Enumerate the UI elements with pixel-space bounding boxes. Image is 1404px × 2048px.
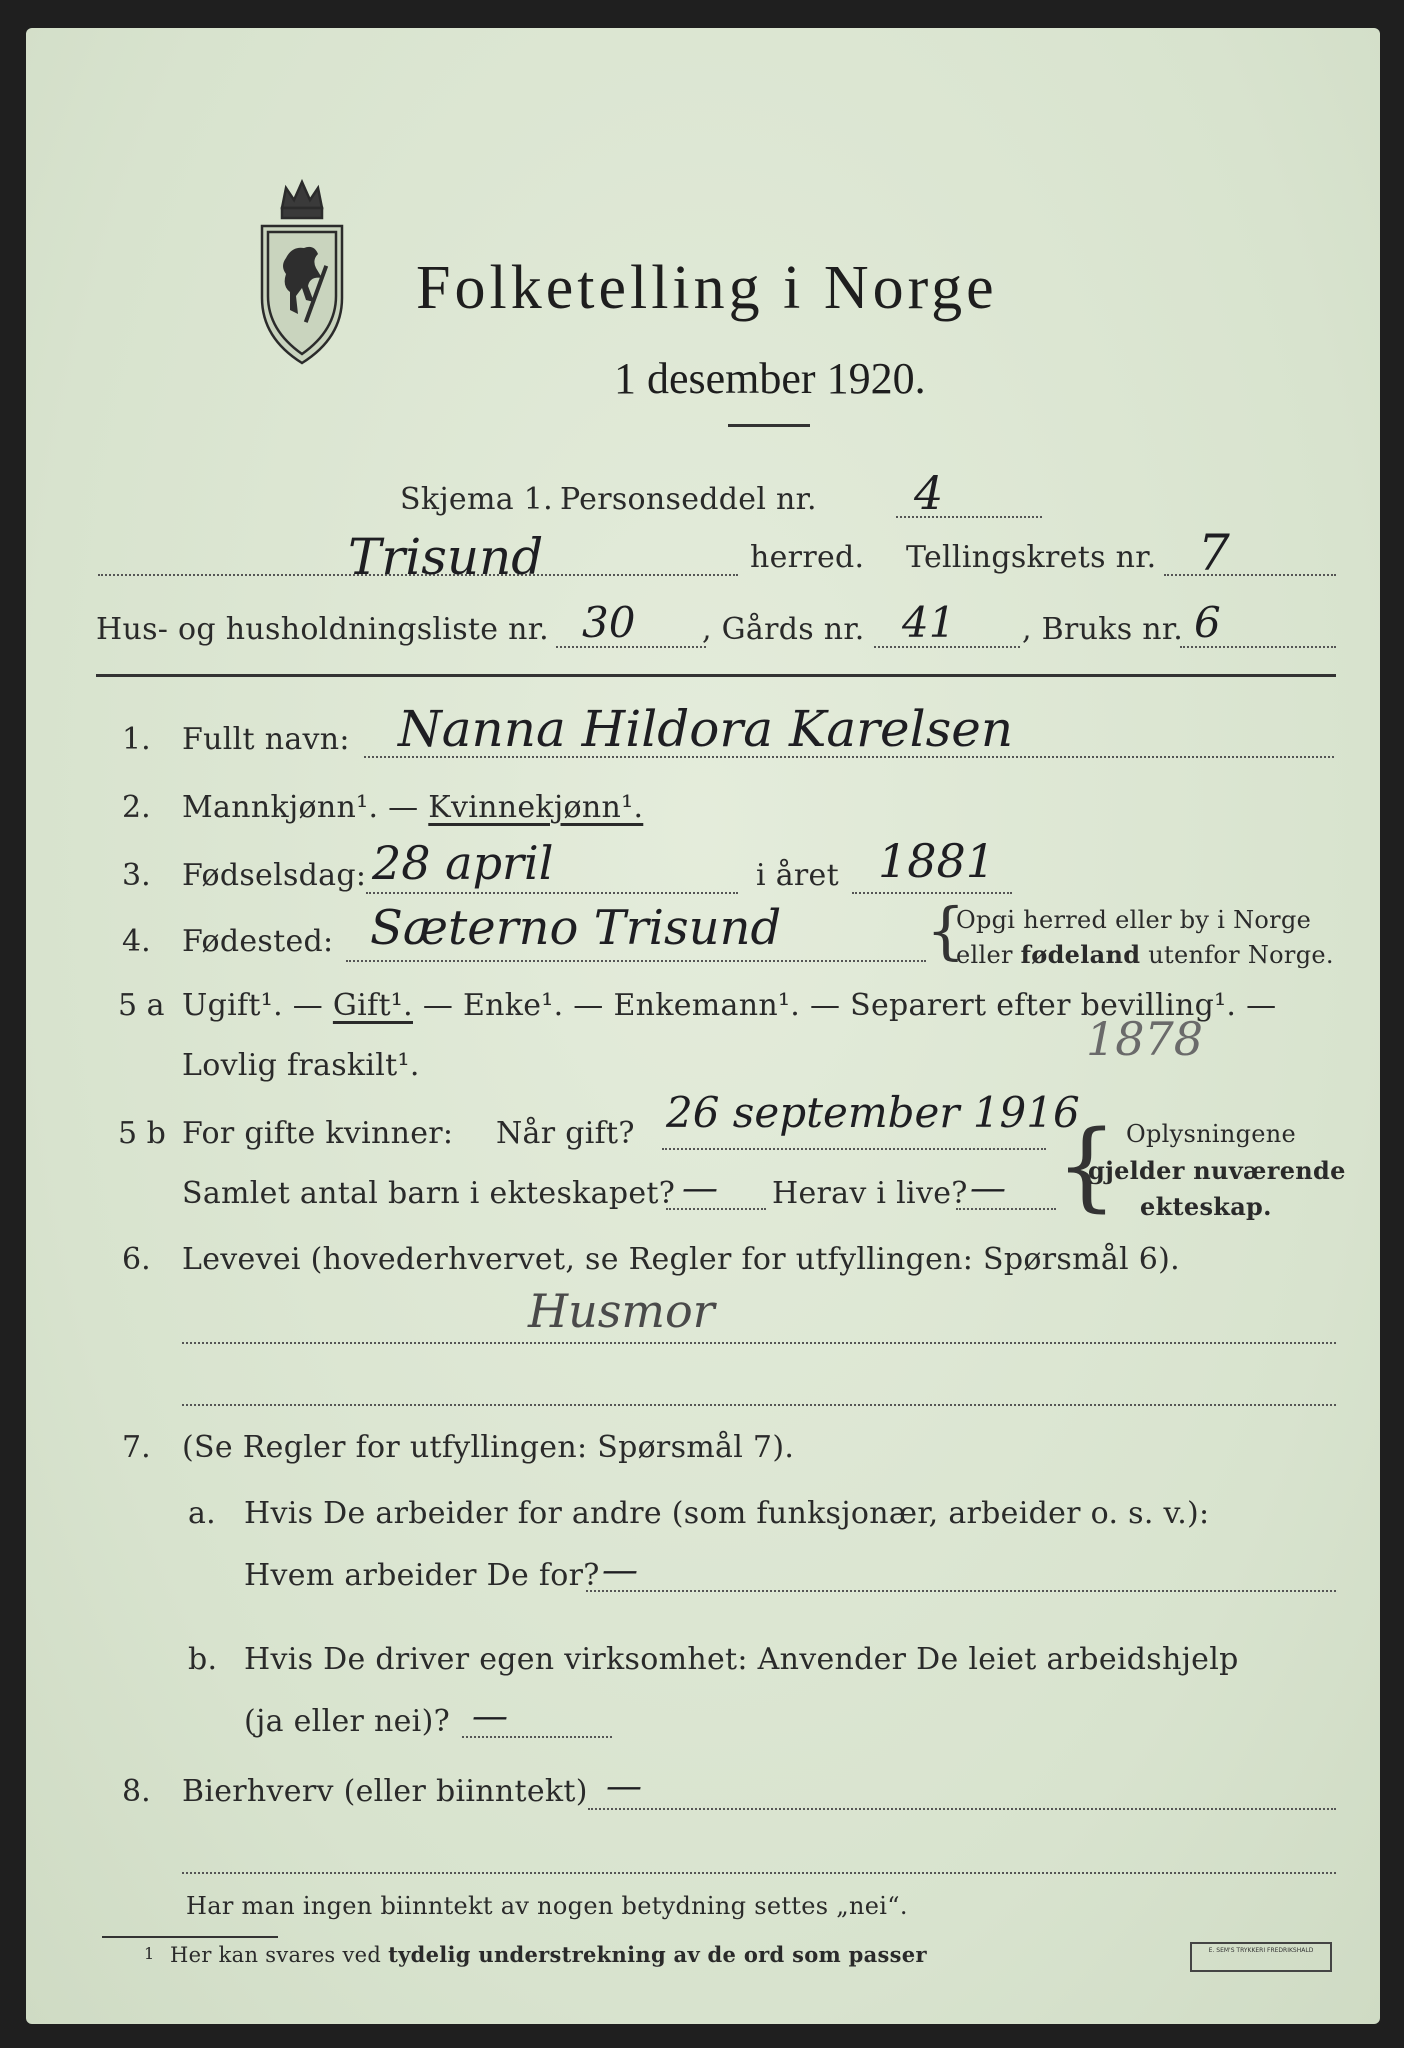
- hired-help-value: —: [472, 1696, 508, 1737]
- gards-label: , Gårds nr.: [702, 612, 865, 647]
- footnote-mark: 1: [144, 1944, 155, 1963]
- q4-number: 4.: [122, 924, 151, 959]
- q2-options: [182, 790, 643, 825]
- tellingskrets-value: 7: [1198, 524, 1230, 582]
- schema-label: Skjema 1.: [400, 482, 553, 517]
- q6-number: 6.: [122, 1242, 151, 1277]
- q7-number: 7.: [122, 1430, 151, 1465]
- side-income-field-line-2[interactable]: [182, 1872, 1336, 1874]
- q5b-number: 5 b: [118, 1116, 166, 1151]
- married-when-value: 26 september 1916: [666, 1088, 1080, 1137]
- q5a-annotation: 1878: [1086, 1012, 1204, 1066]
- married-when-field-line[interactable]: [662, 1148, 1046, 1150]
- hus-value: 30: [582, 598, 636, 647]
- bruks-value: 6: [1194, 598, 1221, 647]
- q7-label: (Se Regler for utfyllingen: Spørsmål 7).: [182, 1430, 795, 1465]
- side-income-value: —: [606, 1766, 642, 1807]
- footnote-divider: [102, 1936, 278, 1938]
- q7b-letter: b.: [188, 1642, 218, 1677]
- birthplace-value: Sæterno Trisund: [370, 900, 782, 956]
- q5a-other-options[interactable]: — Enke¹. — Enkemann¹. — Separert efter bevilling¹. —: [412, 988, 1277, 1023]
- ugift-option[interactable]: Ugift¹.: [182, 988, 283, 1023]
- full-name-value: Nanna Hildora Karelsen: [398, 700, 1014, 758]
- q7a-letter: a.: [188, 1496, 217, 1531]
- census-form-sheet: [26, 28, 1380, 2024]
- alive-value: —: [970, 1168, 1006, 1209]
- q5b-note-line2: gjelder nuværende: [1088, 1156, 1346, 1185]
- q5b-label: For gifte kvinner:: [182, 1116, 454, 1151]
- q4-brace: {: [926, 894, 966, 967]
- tellingskrets-label: Tellingskrets nr.: [906, 540, 1157, 575]
- married-when-label: Når gift?: [496, 1116, 635, 1151]
- personseddel-value: 4: [914, 466, 944, 520]
- female-option-selected[interactable]: Kvinnekjønn¹.: [428, 790, 644, 825]
- q7b-text: Hvis De driver egen virksomhet: Anvender De leiet arbeidshjelp: [244, 1642, 1239, 1677]
- q7a-question: Hvem arbeider De for?: [244, 1558, 600, 1593]
- q3-label: Fødselsdag:: [182, 858, 367, 893]
- side-income-field-line-1[interactable]: [588, 1808, 1336, 1810]
- q5a-number: 5 a: [118, 988, 165, 1023]
- q7a-text: Hvis De arbeider for andre (som funksjonær, arbeider o. s. v.):: [244, 1496, 1210, 1531]
- q8-note: Har man ingen biinntekt av nogen betydning settes „nei“.: [186, 1892, 908, 1920]
- q4-note-line2: eller fødeland utenfor Norge.: [956, 940, 1334, 969]
- year-label: i året: [756, 858, 839, 893]
- gift-option-selected[interactable]: Gift¹.: [332, 988, 413, 1023]
- male-option[interactable]: Mannkjønn¹.: [182, 790, 379, 825]
- printer-stamp: E. SEM'S TRYKKERI FREDRIKSHALD: [1190, 1942, 1332, 1972]
- form-date: 1 desember 1920.: [614, 354, 926, 403]
- employer-field-line[interactable]: [586, 1590, 1336, 1592]
- occupation-value: Husmor: [528, 1284, 715, 1338]
- q2-separator: —: [378, 790, 429, 825]
- birthday-field-line[interactable]: [366, 892, 738, 894]
- q5b-note-line1: Oplysningene: [1126, 1120, 1297, 1148]
- children-value: —: [682, 1168, 718, 1209]
- occupation-field-line-2[interactable]: [182, 1404, 1336, 1406]
- birth-year-value: 1881: [878, 834, 996, 888]
- form-title: Folketelling i Norge: [416, 254, 998, 322]
- q3-number: 3.: [122, 858, 151, 893]
- children-label: Samlet antal barn i ekteskapet?: [182, 1176, 676, 1211]
- hus-label: Hus- og husholdningsliste nr.: [96, 612, 549, 647]
- q8-label: Bierhverv (eller biinntekt): [182, 1774, 588, 1809]
- q1-number: 1.: [122, 722, 151, 757]
- footnote-text: Her kan svares ved tydelig understrekning av de ord som passer: [170, 1942, 927, 1967]
- q5b-note-line3: ekteskap.: [1140, 1192, 1272, 1221]
- tellingskrets-field-line[interactable]: [1164, 574, 1336, 576]
- q4-note-line1: Opgi herred eller by i Norge: [956, 906, 1312, 934]
- q2-number: 2.: [122, 790, 151, 825]
- personseddel-label: Personseddel nr.: [560, 482, 817, 517]
- herred-label: herred.: [750, 540, 865, 575]
- gards-value: 41: [902, 598, 956, 647]
- q7b-question: (ja eller nei)?: [244, 1704, 450, 1739]
- title-divider: [728, 424, 810, 427]
- birthplace-field-line[interactable]: [346, 960, 926, 962]
- herred-value: Trisund: [348, 528, 544, 586]
- q5b-brace: {: [1056, 1110, 1118, 1222]
- bruks-label: , Bruks nr.: [1022, 612, 1184, 647]
- q5a-options: Ugift¹. — Gift¹. — Enke¹. — Enkemann¹. — Separert efter bevilling¹. —: [182, 988, 1277, 1023]
- coat-of-arms-icon: [252, 168, 352, 368]
- fraskilt-option[interactable]: Lovlig fraskilt¹.: [182, 1048, 420, 1083]
- q8-number: 8.: [122, 1774, 151, 1809]
- header-divider: [96, 674, 1336, 677]
- q6-label: Levevei (hovederhvervet, se Regler for utfyllingen: Spørsmål 6).: [182, 1242, 1180, 1277]
- q1-label: Fullt navn:: [182, 722, 350, 757]
- birthday-value: 28 april: [372, 836, 554, 890]
- employer-value: —: [602, 1550, 638, 1591]
- alive-label: Herav i live?: [772, 1176, 968, 1211]
- q4-label: Fødested:: [182, 924, 334, 959]
- occupation-field-line-1[interactable]: [182, 1342, 1336, 1344]
